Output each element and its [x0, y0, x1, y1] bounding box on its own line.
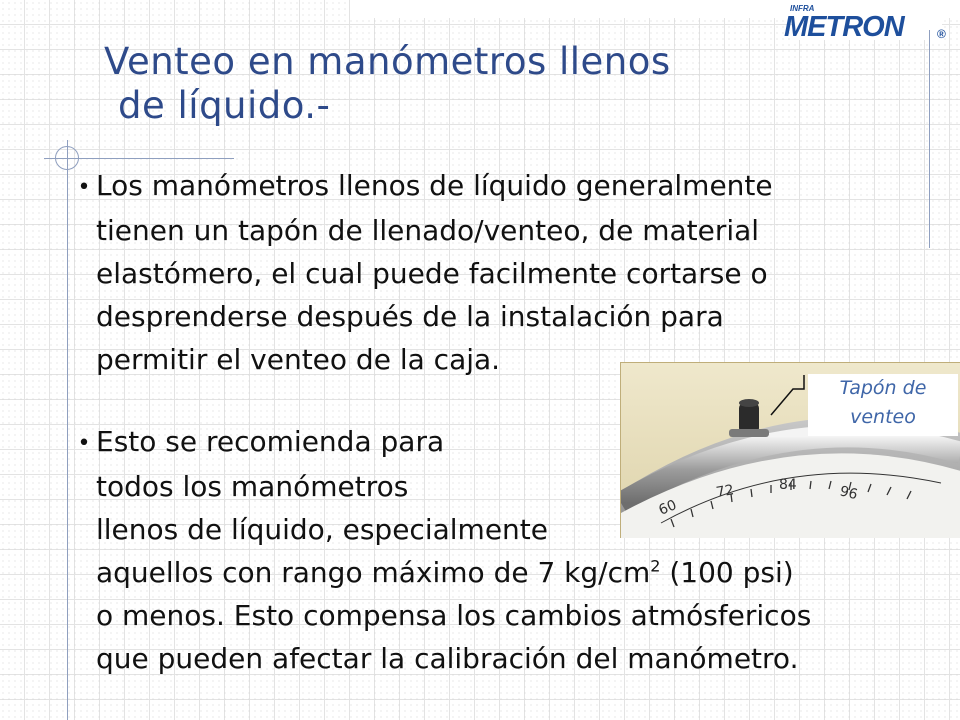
slide-title: [104, 40, 671, 128]
title-line-1: Venteo en manómetros llenos: [104, 40, 671, 83]
callout-line-1: Tapón de: [839, 377, 927, 399]
dial-label-60: 60: [656, 497, 680, 519]
logo-text: METRON: [784, 11, 904, 42]
dial-label-72: 72: [714, 482, 736, 501]
bullet-2-line-4: aquellos con rango máximo de 7 $kg/cm^2$ (100 psi): [96, 555, 794, 589]
left-vertical-rule: [67, 140, 68, 720]
bullet-2-line-2: todos los manómetros: [96, 469, 409, 503]
bullet-2-line-3: llenos de líquido, especialmente: [96, 512, 548, 546]
bullet-dot-icon: •: [77, 174, 91, 200]
metron-logo: [778, 2, 958, 42]
title-line-2: de líquido.-: [118, 84, 331, 127]
bullet-2-line-5: o menos. Esto compensa los cambios atmósfericos: [96, 598, 812, 632]
logo-prefix: INFRA: [790, 4, 815, 13]
logo-registered-mark: ®: [937, 27, 946, 41]
bullet-2-line-6: que pueden afectar la calibración del manómetro.: [96, 641, 799, 675]
bullet-1-line-1: • Los manómetros llenos de líquido generalmente: [72, 164, 892, 209]
callout-line-2: venteo: [850, 406, 916, 428]
bullet-1-line-3: elastómero, el cual puede facilmente cortarse o: [96, 256, 768, 290]
bullet-1-line-4: desprenderse después de la instalación para: [96, 299, 724, 333]
superscript-2: 2: [650, 556, 661, 576]
dial-label-84: 84: [779, 477, 797, 493]
bullet-1: [72, 164, 892, 381]
bullet-2-line-1: • Esto se recomienda para: [72, 420, 952, 465]
right-vertical-rule: [929, 30, 930, 248]
bullet-1-line-2: tienen un tapón de llenado/venteo, de material: [96, 213, 760, 247]
dial-label-96: 96: [838, 483, 860, 504]
bullet-dot-icon: •: [77, 430, 91, 456]
bullet-2: [72, 420, 952, 680]
bullet-1-line-5: permitir el venteo de la caja.: [96, 342, 501, 376]
